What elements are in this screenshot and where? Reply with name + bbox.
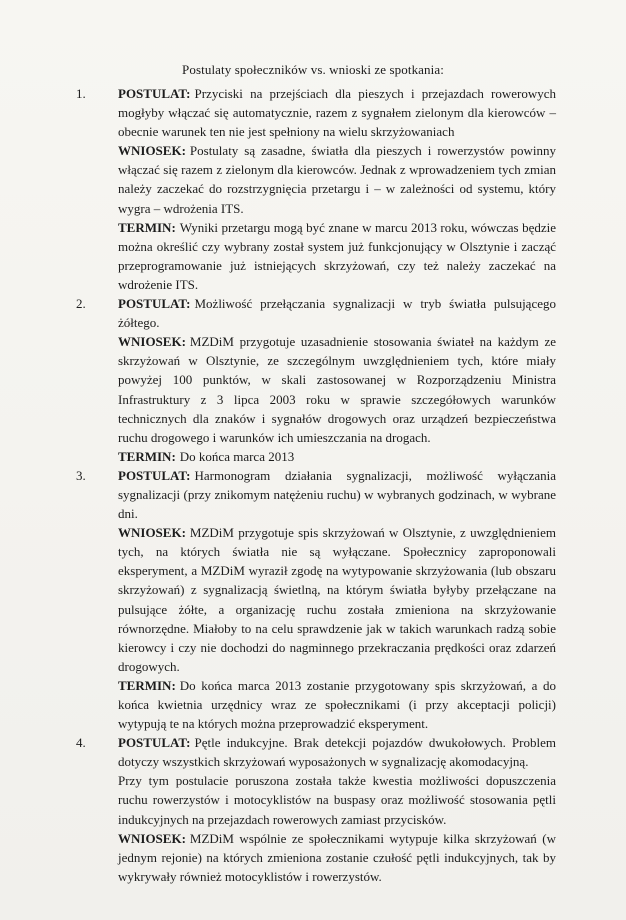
item-paragraph	[118, 218, 556, 294]
item-number: 2.	[76, 296, 86, 312]
item-paragraph	[118, 294, 556, 332]
item-paragraph	[118, 84, 556, 141]
paragraph-label: TERMIN:	[118, 219, 176, 235]
item-paragraph	[118, 141, 556, 217]
paragraph-text: MZDiM przygotuje uzasadnienie stosowania świateł na każdym ze skrzyżowań w Olsztynie, ze szczególnym uwzględnieniem tych, które miały powyżej 100 punktów, w skali zastosowanej w Rozporządzeniu Ministra Infrastruktury z 3 lipca 2003 roku w sprawie szczegółowych warunków technicznych dla znaków i sygnałów drogowych oraz urządzeń bezpieczeństwa ruchu drogowego i warunków ich umieszczania na drogach.	[118, 334, 556, 445]
paragraph-label: POSTULAT:	[118, 86, 191, 101]
paragraph-text: Pętle indukcyjne. Brak detekcji pojazdów dwukołowych. Problem dotyczy wszystkich skrzyżowań wyposażonych w sygnalizację akomodacyjną.	[118, 735, 556, 770]
list-item-4	[76, 733, 556, 886]
paragraph-text: MZDiM wspólnie ze społecznikami wytypuje kilka skrzyżowań (w jednym rejonie) na których zmieniona zostanie czułość pętli indukcyjnych, tak by wykrywały również motocyklistów i rowerzystów.	[118, 830, 556, 884]
document-title: Postulaty społeczników vs. wnioski ze spotkania:	[182, 62, 444, 77]
paragraph-label: POSTULAT:	[118, 296, 191, 312]
postulate-list	[76, 84, 556, 886]
item-paragraph	[118, 829, 556, 886]
list-item-3	[76, 466, 556, 733]
paragraph-label: WNIOSEK:	[118, 334, 186, 350]
item-paragraph	[118, 676, 556, 733]
paragraph-text: Postulaty są zasadne, światła dla pieszych i rowerzystów powinny włączać się razem z zielonym dla kierowców. Jednak z wprowadzeniem tych zmian należy zaczekać do rozstrzygnięcia przetargu i – w zależności od systemu, który wygra – wdrożenia ITS.	[118, 143, 556, 216]
paragraph-text: Harmonogram działania sygnalizacji, możliwość wyłączania sygnalizacji (przy znikomym natężeniu ruchu) w wybranych godzinach, w wybrane dni.	[118, 467, 556, 522]
paragraph-label: TERMIN:	[118, 677, 176, 693]
paragraph-text: Do końca marca 2013 zostanie przygotowany spis skrzyżowań, a do końca kwietnia urzędnicy wraz ze społecznikami (i przy akceptacji policji) wytypują te na których można przeprowadzić eksperyment.	[118, 677, 556, 732]
paragraph-text: Wyniki przetargu mogą być znane w marcu 2013 roku, wówczas będzie można określić czy wybrany został system już funkcjonujący w Olsztynie i zacząć przeprogramowanie już istniejących skrzyżowań, czy też należy zaczekać na wdrożenie ITS.	[118, 219, 556, 292]
item-number: 4.	[76, 735, 86, 751]
paragraph-label: WNIOSEK:	[118, 525, 186, 541]
item-paragraph	[118, 332, 556, 447]
item-paragraph	[118, 523, 556, 676]
list-item-2	[76, 294, 556, 466]
paragraph-text: Do końca marca 2013	[179, 448, 295, 464]
paragraph-text: Możliwość przełączania sygnalizacji w tryb światła pulsującego żółtego.	[118, 296, 556, 331]
list-item-1	[76, 84, 556, 294]
item-number: 3.	[76, 467, 86, 483]
paragraph-label: POSTULAT:	[118, 467, 191, 483]
paragraph-text: MZDiM przygotuje spis skrzyżowań w Olsztynie, z uwzględnieniem tych, na których światła nie są wyłączane. Społecznicy zaproponowali eksperyment, a MZDiM wyraził zgodę na wytypowanie skrzyżowania (lub obszaru skrzyżowań) z sygnalizacją świetlną, na którym światła byłyby przełączane na pulsujące żółte, a organizację ruchu została zmieniona na skrzyżowanie równorzędne. Miałoby to na celu sprawdzenie jak w takich warunkach radzą sobie kierowcy i czy nie dochodzi do nagminnego przekraczania prędkości oraz zdarzeń drogowych.	[118, 525, 556, 674]
item-paragraph	[118, 733, 556, 771]
item-number: 1.	[76, 86, 86, 101]
paragraph-text: Przy tym postulacie poruszona została także kwestia możliwości dopuszczenia ruchu rowerzystów i motocyklistów na buspasy oraz możliwość stosowania pętli indukcyjnych na przejazdach rowerowych zamiast przycisków.	[118, 773, 556, 827]
item-paragraph	[118, 466, 556, 523]
item-paragraph	[118, 447, 556, 466]
paragraph-label: WNIOSEK:	[118, 143, 186, 159]
paragraph-text: Przyciski na przejściach dla pieszych i przejazdach rowerowych mogłyby włączać się automatycznie, razem z sygnałem zielonym dla kierowców – obecnie warunek ten nie jest spełniony na wielu skrzyżowaniach	[118, 86, 556, 140]
item-paragraph	[118, 771, 556, 828]
paragraph-label: POSTULAT:	[118, 735, 191, 751]
paragraph-label: TERMIN:	[118, 448, 176, 464]
paragraph-label: WNIOSEK:	[118, 830, 186, 846]
